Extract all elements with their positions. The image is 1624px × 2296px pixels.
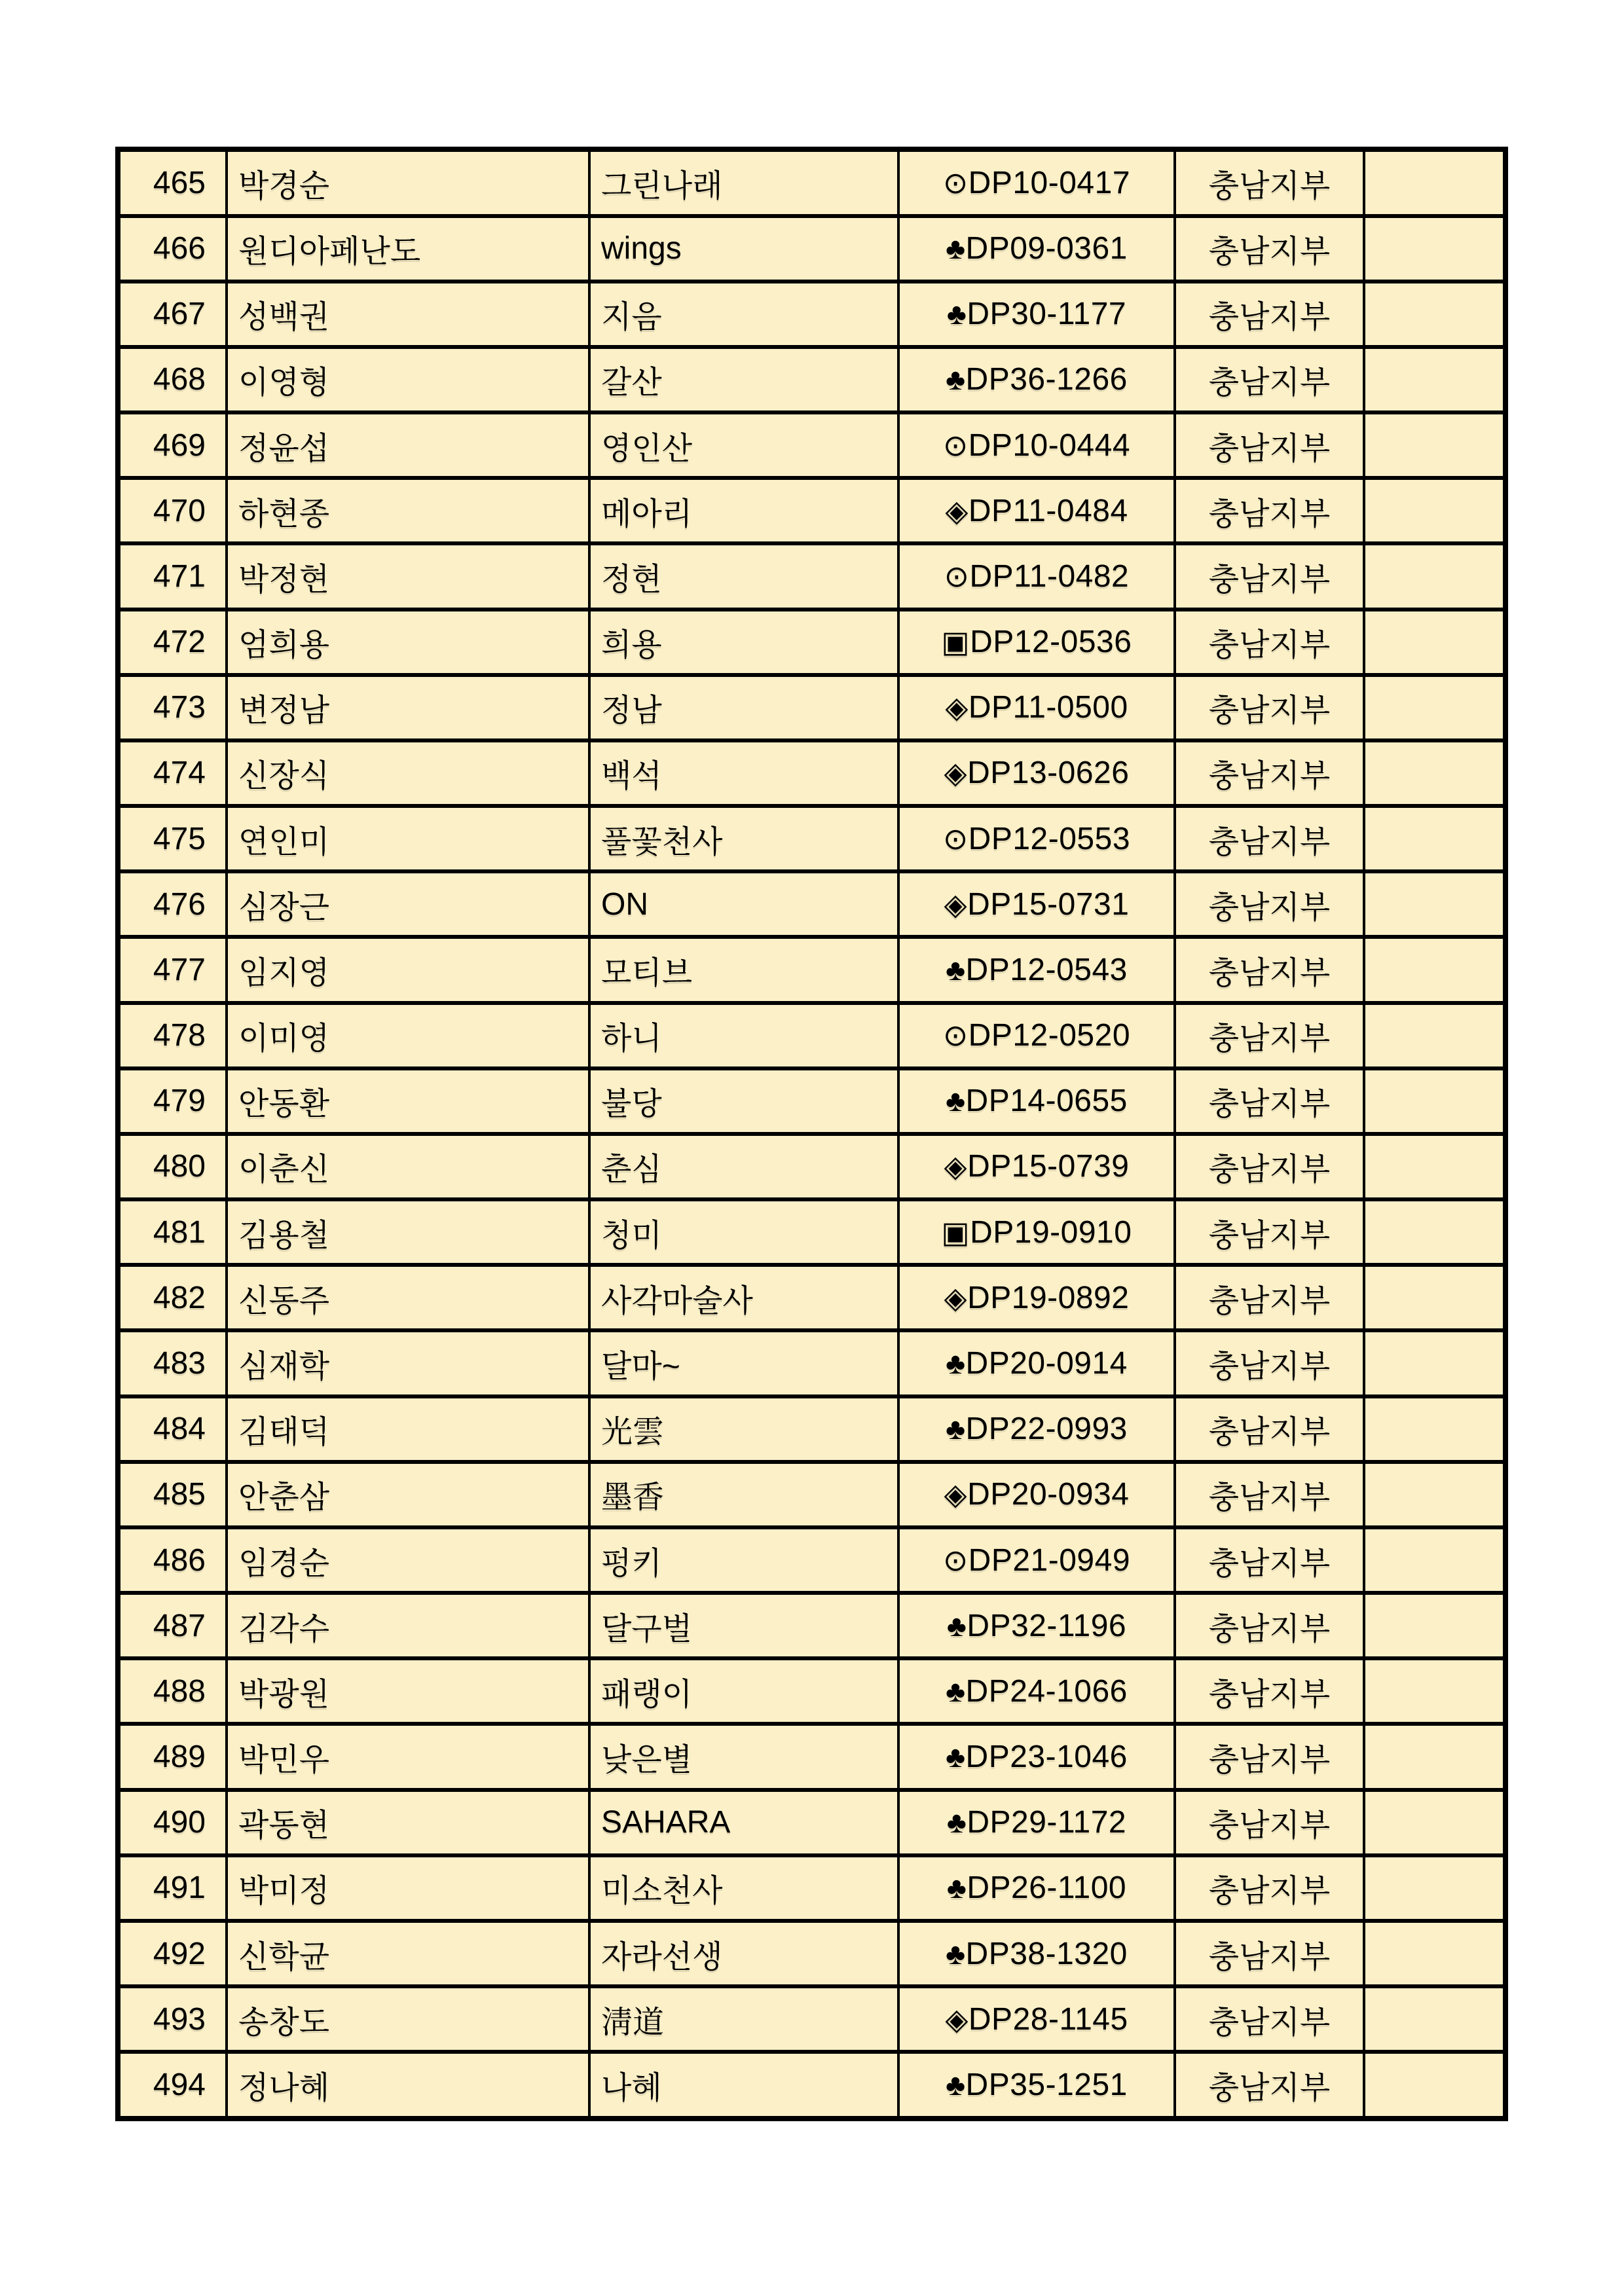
member-row [118,1330,1505,1396]
note-cell [1364,1658,1505,1724]
member-code: DP38-1320 [965,1936,1128,1971]
grade-symbol-icon: ♣ [946,232,966,266]
member-row [118,675,1505,740]
row-number: 470 [118,478,227,543]
note-cell [1364,871,1505,937]
grade-symbol-icon: ◈ [944,1281,968,1315]
row-number: 471 [118,543,227,609]
grade-symbol-icon: ♣ [946,1609,967,1643]
member-branch: 충남지부 [1175,740,1364,806]
member-row [118,1986,1505,2052]
member-row [118,871,1505,937]
member-name: 하현종 [227,478,589,543]
row-number: 467 [118,282,227,347]
row-number: 465 [118,149,227,216]
member-nickname: 光雲 [589,1396,898,1462]
member-row [118,1462,1505,1527]
grade-symbol-icon: ♣ [946,1806,967,1840]
member-name: 연인미 [227,806,589,871]
member-name: 이미영 [227,1003,589,1068]
member-row [118,1068,1505,1134]
member-name: 정윤섭 [227,412,589,478]
member-branch: 충남지부 [1175,1790,1364,1855]
member-nickname: 달구벌 [589,1593,898,1658]
member-code: DP11-0500 [968,690,1128,725]
row-number: 478 [118,1003,227,1068]
member-row [118,543,1505,609]
member-name: 송창도 [227,1986,589,2052]
row-number: 488 [118,1658,227,1724]
member-code-cell [898,1593,1175,1658]
member-code: DP19-0892 [967,1280,1130,1315]
member-code-cell [898,1068,1175,1134]
grade-symbol-icon: ▣ [941,625,970,659]
member-branch: 충남지부 [1175,1265,1364,1330]
member-branch: 충남지부 [1175,937,1364,1002]
member-nickname: 영인산 [589,412,898,478]
row-number: 469 [118,412,227,478]
note-cell [1364,1593,1505,1658]
grade-symbol-icon: ⊙ [942,1019,969,1053]
member-nickname: 정현 [589,543,898,609]
note-cell [1364,806,1505,871]
member-name: 신학균 [227,1921,589,1986]
member-nickname: 하니 [589,1003,898,1068]
note-cell [1364,937,1505,1002]
row-number: 492 [118,1921,227,1986]
row-number: 473 [118,675,227,740]
member-nickname: 백석 [589,740,898,806]
note-cell [1364,1199,1505,1265]
member-code: DP21-0949 [968,1542,1131,1578]
member-nickname: 나혜 [589,2052,898,2119]
member-row [118,806,1505,871]
row-number: 485 [118,1462,227,1527]
member-code: DP12-0536 [970,625,1132,660]
member-branch: 충남지부 [1175,1330,1364,1396]
member-branch: 충남지부 [1175,1658,1364,1724]
note-cell [1364,347,1505,412]
member-name: 김용철 [227,1199,589,1265]
grade-symbol-icon: ♣ [946,953,966,987]
member-branch: 충남지부 [1175,1527,1364,1593]
note-cell [1364,1921,1505,1986]
member-name: 성백권 [227,282,589,347]
note-cell [1364,478,1505,543]
member-code: DP28-1145 [968,2001,1128,2037]
row-number: 483 [118,1330,227,1396]
grade-symbol-icon: ♣ [946,1871,967,1905]
grade-symbol-icon: ◈ [944,1478,968,1512]
member-branch: 충남지부 [1175,347,1364,412]
row-number: 474 [118,740,227,806]
row-number: 489 [118,1724,227,1789]
member-name: 신동주 [227,1265,589,1330]
member-name: 변정남 [227,675,589,740]
note-cell [1364,1330,1505,1396]
grade-symbol-icon: ◈ [945,494,969,528]
member-row [118,1790,1505,1855]
row-number: 490 [118,1790,227,1855]
note-cell [1364,543,1505,609]
note-cell [1364,1003,1505,1068]
member-row [118,1593,1505,1658]
member-name: 박광원 [227,1658,589,1724]
member-code-cell [898,1462,1175,1527]
member-branch: 충남지부 [1175,1724,1364,1789]
note-cell [1364,1724,1505,1789]
member-code: DP12-0520 [968,1018,1131,1053]
grade-symbol-icon: ♣ [946,1347,966,1380]
member-code-cell [898,478,1175,543]
member-code-cell [898,347,1175,412]
note-cell [1364,1134,1505,1199]
grade-symbol-icon: ◈ [944,1150,968,1184]
member-branch: 충남지부 [1175,806,1364,871]
member-nickname: 정남 [589,675,898,740]
member-nickname: 낮은별 [589,1724,898,1789]
member-branch: 충남지부 [1175,1199,1364,1265]
member-branch: 충남지부 [1175,1068,1364,1134]
member-name: 곽동현 [227,1790,589,1855]
member-code-cell [898,1855,1175,1921]
member-row [118,1658,1505,1724]
member-nickname: 희용 [589,610,898,675]
member-nickname: 미소천사 [589,1855,898,1921]
member-name: 안동환 [227,1068,589,1134]
member-code: DP23-1046 [965,1740,1128,1775]
member-nickname: 사각마술사 [589,1265,898,1330]
member-code: DP26-1100 [967,1870,1127,1906]
member-branch: 충남지부 [1175,149,1364,216]
member-branch: 충남지부 [1175,282,1364,347]
member-nickname: 불당 [589,1068,898,1134]
member-row [118,412,1505,478]
member-branch: 충남지부 [1175,1462,1364,1527]
member-branch: 충남지부 [1175,543,1364,609]
member-code-cell [898,2052,1175,2119]
member-nickname: 춘심 [589,1134,898,1199]
member-code-cell [898,412,1175,478]
member-nickname: 지음 [589,282,898,347]
member-code-cell [898,1658,1175,1724]
member-branch: 충남지부 [1175,1986,1364,2052]
note-cell [1364,610,1505,675]
member-code: DP36-1266 [965,362,1128,397]
member-code: DP32-1196 [967,1608,1127,1643]
member-branch: 충남지부 [1175,675,1364,740]
note-cell [1364,282,1505,347]
member-nickname: 그린나래 [589,149,898,216]
member-code-cell [898,1790,1175,1855]
row-number: 487 [118,1593,227,1658]
member-name: 안춘삼 [227,1462,589,1527]
member-code: DP20-0934 [967,1477,1130,1512]
member-branch: 충남지부 [1175,1593,1364,1658]
member-nickname: 淸道 [589,1986,898,2052]
member-name: 엄희용 [227,610,589,675]
member-nickname: 墨香 [589,1462,898,1527]
member-name: 심장근 [227,871,589,937]
member-nickname: SAHARA [589,1790,898,1855]
grade-symbol-icon: ⊙ [944,559,970,593]
grade-symbol-icon: ♣ [946,2068,966,2102]
member-code: DP11-0482 [969,558,1130,594]
member-row [118,216,1505,282]
member-code: DP15-0739 [967,1149,1130,1184]
member-branch: 충남지부 [1175,1921,1364,1986]
member-code: DP09-0361 [965,231,1128,266]
member-code: DP14-0655 [965,1084,1128,1119]
row-number: 491 [118,1855,227,1921]
member-name: 정나혜 [227,2052,589,2119]
note-cell [1364,1265,1505,1330]
member-code-cell [898,871,1175,937]
member-name: 임경순 [227,1527,589,1593]
note-cell [1364,412,1505,478]
member-code: DP13-0626 [967,756,1130,791]
member-branch: 충남지부 [1175,871,1364,937]
member-branch: 충남지부 [1175,2052,1364,2119]
member-nickname: 풀꽃천사 [589,806,898,871]
member-name: 박정현 [227,543,589,609]
member-nickname: 펑키 [589,1527,898,1593]
grade-symbol-icon: ◈ [944,756,968,790]
row-number: 479 [118,1068,227,1134]
note-cell [1364,1790,1505,1855]
member-nickname: 갈산 [589,347,898,412]
member-row [118,937,1505,1002]
member-branch: 충남지부 [1175,1855,1364,1921]
note-cell [1364,740,1505,806]
note-cell [1364,1855,1505,1921]
note-cell [1364,1986,1505,2052]
member-row [118,347,1505,412]
member-code-cell [898,1134,1175,1199]
member-table [115,147,1508,2121]
grade-symbol-icon: ♣ [946,297,967,331]
member-nickname: 달마~ [589,1330,898,1396]
member-name: 이영형 [227,347,589,412]
row-number: 477 [118,937,227,1002]
grade-symbol-icon: ♣ [946,1740,966,1774]
member-code-cell [898,216,1175,282]
grade-symbol-icon: ⊙ [942,428,969,462]
member-row [118,1265,1505,1330]
row-number: 486 [118,1527,227,1593]
member-code-cell [898,149,1175,216]
grade-symbol-icon: ⊙ [942,1543,969,1577]
note-cell [1364,675,1505,740]
member-branch: 충남지부 [1175,1396,1364,1462]
member-row [118,2052,1505,2119]
member-name: 김태덕 [227,1396,589,1462]
member-row [118,1724,1505,1789]
note-cell [1364,1462,1505,1527]
row-number: 466 [118,216,227,282]
member-code: DP10-0417 [968,165,1131,200]
member-code-cell [898,1724,1175,1789]
member-branch: 충남지부 [1175,1134,1364,1199]
member-nickname: 패랭이 [589,1658,898,1724]
grade-symbol-icon: ▣ [941,1215,970,1249]
member-name: 박민우 [227,1724,589,1789]
member-code-cell [898,610,1175,675]
member-code-cell [898,282,1175,347]
member-code: DP19-0910 [970,1214,1132,1250]
member-name: 박경순 [227,149,589,216]
member-row [118,1003,1505,1068]
member-code-cell [898,740,1175,806]
row-number: 484 [118,1396,227,1462]
member-code-cell [898,1199,1175,1265]
member-code: DP30-1177 [967,297,1127,332]
grade-symbol-icon: ♣ [946,1937,966,1971]
member-name: 신장식 [227,740,589,806]
member-row [118,1396,1505,1462]
row-number: 481 [118,1199,227,1265]
note-cell [1364,149,1505,216]
member-name: 김각수 [227,1593,589,1658]
member-code: DP35-1251 [965,2068,1128,2103]
member-nickname: 모티브 [589,937,898,1002]
note-cell [1364,2052,1505,2119]
member-name: 원디아페난도 [227,216,589,282]
row-number: 494 [118,2052,227,2119]
member-code-cell [898,1003,1175,1068]
member-code-cell [898,1396,1175,1462]
member-row [118,1199,1505,1265]
member-code: DP12-0543 [965,952,1128,987]
note-cell [1364,216,1505,282]
member-code: DP15-0731 [967,886,1130,922]
member-code-cell [898,937,1175,1002]
grade-symbol-icon: ◈ [945,691,969,725]
member-nickname: wings [589,216,898,282]
member-nickname: 메아리 [589,478,898,543]
member-row [118,1134,1505,1199]
note-cell [1364,1396,1505,1462]
member-code: DP11-0484 [968,493,1128,528]
member-nickname: ON [589,871,898,937]
member-code: DP10-0444 [968,428,1131,463]
member-name: 이춘신 [227,1134,589,1199]
member-row [118,740,1505,806]
grade-symbol-icon: ⊙ [942,822,969,856]
grade-symbol-icon: ♣ [946,1084,966,1118]
member-branch: 충남지부 [1175,412,1364,478]
member-branch: 충남지부 [1175,1003,1364,1068]
row-number: 480 [118,1134,227,1199]
member-row [118,1855,1505,1921]
member-row [118,1527,1505,1593]
grade-symbol-icon: ◈ [945,2002,969,2036]
member-row [118,478,1505,543]
member-code-cell [898,806,1175,871]
member-code-cell [898,1265,1175,1330]
member-code-cell [898,1330,1175,1396]
grade-symbol-icon: ♣ [946,1674,966,1708]
grade-symbol-icon: ♣ [946,1412,966,1446]
member-row [118,149,1505,216]
member-code: DP12-0553 [968,821,1131,856]
member-code: DP22-0993 [965,1412,1128,1447]
row-number: 476 [118,871,227,937]
member-branch: 충남지부 [1175,478,1364,543]
row-number: 482 [118,1265,227,1330]
member-code-cell [898,1527,1175,1593]
member-name: 심재학 [227,1330,589,1396]
grade-symbol-icon: ⊙ [942,166,969,200]
member-branch: 충남지부 [1175,610,1364,675]
row-number: 472 [118,610,227,675]
row-number: 493 [118,1986,227,2052]
member-code-cell [898,1986,1175,2052]
member-row [118,282,1505,347]
member-table-body [118,149,1505,2119]
member-code-cell [898,675,1175,740]
member-row [118,1921,1505,1986]
member-code: DP29-1172 [967,1805,1127,1840]
row-number: 475 [118,806,227,871]
member-nickname: 자라선생 [589,1921,898,1986]
note-cell [1364,1527,1505,1593]
member-nickname: 청미 [589,1199,898,1265]
row-number: 468 [118,347,227,412]
member-code: DP20-0914 [965,1346,1128,1381]
member-code: DP24-1066 [965,1673,1128,1709]
grade-symbol-icon: ♣ [946,363,966,397]
member-row [118,610,1505,675]
member-name: 임지영 [227,937,589,1002]
note-cell [1364,1068,1505,1134]
member-code-cell [898,543,1175,609]
member-name: 박미정 [227,1855,589,1921]
member-branch: 충남지부 [1175,216,1364,282]
grade-symbol-icon: ◈ [944,887,968,921]
member-code-cell [898,1921,1175,1986]
